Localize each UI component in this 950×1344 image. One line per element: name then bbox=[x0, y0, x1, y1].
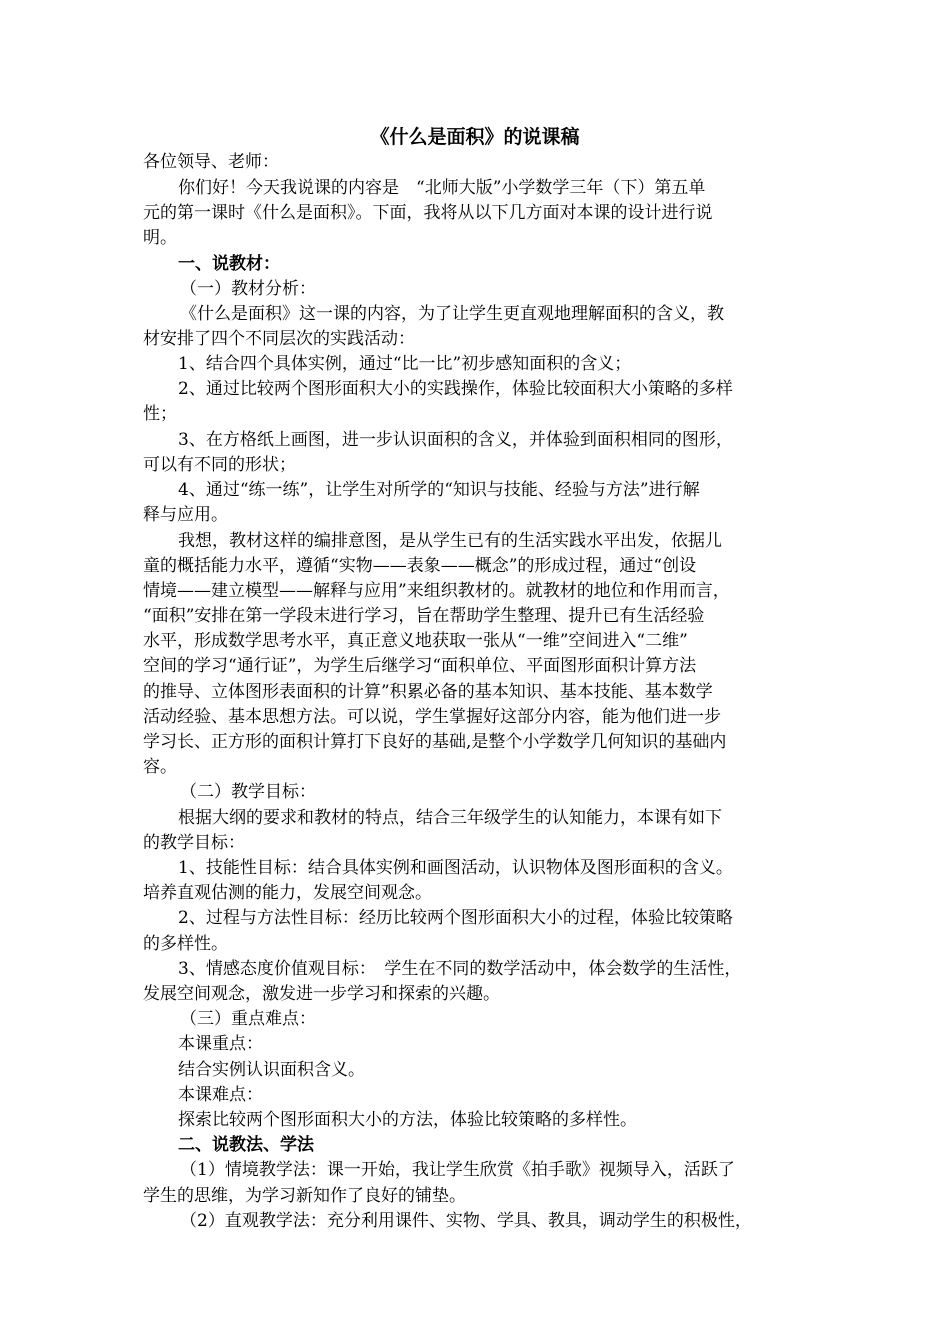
paragraph-line: 探索比较两个图形面积大小的方法，体验比较策略的多样性。 bbox=[178, 1110, 637, 1130]
subsection-heading: （二）教学目标： bbox=[180, 782, 316, 802]
paragraph-line: 结合实例认识面积含义。 bbox=[178, 1060, 365, 1080]
list-item: 3、在方格纸上画图，进一步认识面积的含义，并体验到面积相同的图形， bbox=[178, 430, 733, 450]
list-item: 2、通过比较两个图形面积大小的实践操作，体验比较面积大小策略的多样 bbox=[178, 379, 733, 399]
paragraph-line: 元的第一课时《什么是面积》。下面，我将从以下几方面对本课的设计进行说 bbox=[143, 203, 713, 223]
list-item: 4、通过“练一练”，让学生对所学的“知识与技能、经验与方法”进行解 bbox=[178, 480, 700, 500]
list-item: 2、过程与方法性目标：经历比较两个图形面积大小的过程，体验比较策略 bbox=[178, 908, 733, 928]
section-heading: 二、说教法、学法 bbox=[178, 1135, 314, 1155]
paragraph-line: 根据大纲的要求和教材的特点，结合三年级学生的认知能力，本课有如下 bbox=[178, 808, 722, 828]
paragraph-line: 释与应用。 bbox=[143, 505, 228, 525]
list-item: 1、技能性目标：结合具体实例和画图活动，认识物体及图形面积的含义。 bbox=[178, 858, 733, 878]
paragraph-line: 的教学目标： bbox=[143, 833, 245, 853]
paragraph-line: 容。 bbox=[143, 757, 177, 777]
paragraph-line: （2）直观教学法：充分利用课件、实物、学具、教具，调动学生的积极性， bbox=[180, 1211, 752, 1231]
paragraph-line: 空间的学习“通行证”，为学生后继学习“面积单位、平面图形面积计算方法 bbox=[143, 656, 697, 676]
paragraph-line: 本课难点： bbox=[178, 1085, 263, 1105]
paragraph-line: 明。 bbox=[143, 228, 177, 248]
paragraph-line: 我想，教材这样的编排意图，是从学生已有的生活实践水平出发，依据儿 bbox=[178, 531, 722, 551]
paragraph-line: 水平，形成数学思考水平，真正意义地获取一张从“一维”空间进入“二维” bbox=[143, 631, 688, 651]
list-item: 3、情感态度价值观目标： 学生在不同的数学活动中，体会数学的生活性， bbox=[178, 959, 742, 979]
subsection-heading: （一）教材分析： bbox=[180, 279, 316, 299]
list-item: 1、结合四个具体实例，通过“比一比”初步感知面积的含义； bbox=[178, 354, 632, 374]
paragraph-line: “面积”安排在第一学段末进行学习，旨在帮助学生整理、提升已有生活经验 bbox=[143, 606, 705, 626]
paragraph-line: 《什么是面积》这一课的内容，为了让学生更直观地理解面积的含义，教 bbox=[180, 304, 724, 324]
paragraph-line: 本课重点： bbox=[178, 1034, 263, 1054]
paragraph-line: 发展空间观念，激发进一步学习和探索的兴趣。 bbox=[143, 984, 500, 1004]
section-heading: 一、说教材： bbox=[178, 254, 280, 274]
paragraph-line: 性； bbox=[143, 404, 177, 424]
paragraph-line: （1）情境教学法：课一开始，我让学生欣赏《拍手歌》视频导入，活跃了 bbox=[180, 1160, 735, 1180]
paragraph-line: 童的概括能力水平，遵循“实物——表象——概念”的形成过程，通过“创设 bbox=[143, 556, 697, 576]
paragraph-line: 学生的思维，为学习新知作了良好的铺垫。 bbox=[143, 1186, 466, 1206]
paragraph-line: 培养直观估测的能力，发展空间观念。 bbox=[143, 883, 432, 903]
paragraph-line: 的多样性。 bbox=[143, 934, 228, 954]
paragraph-line: 情境——建立模型——解释与应用”来组织教材的。就教材的地位和作用而言， bbox=[143, 581, 730, 601]
paragraph-line: 材安排了四个不同层次的实践活动： bbox=[143, 329, 415, 349]
paragraph-line: 活动经验、基本思想方法。可以说，学生掌握好这部分内容，能为他们进一步 bbox=[143, 707, 721, 727]
paragraph-line: 你们好！今天我说课的内容是 “北师大版”小学数学三年（下）第五单 bbox=[178, 178, 706, 198]
paragraph-line: 可以有不同的形状； bbox=[143, 455, 296, 475]
paragraph-line: 学习长、正方形的面积计算打下良好的基础,是整个小学数学几何知识的基础内 bbox=[143, 732, 727, 752]
paragraph-line: 的推导、立体图形表面积的计算”积累必备的基本知识、基本技能、基本数学 bbox=[143, 682, 713, 702]
subsection-heading: （三）重点难点： bbox=[180, 1009, 316, 1029]
document-title: 《什么是面积》的说课稿 bbox=[370, 126, 580, 148]
greeting: 各位领导、老师： bbox=[143, 152, 279, 172]
